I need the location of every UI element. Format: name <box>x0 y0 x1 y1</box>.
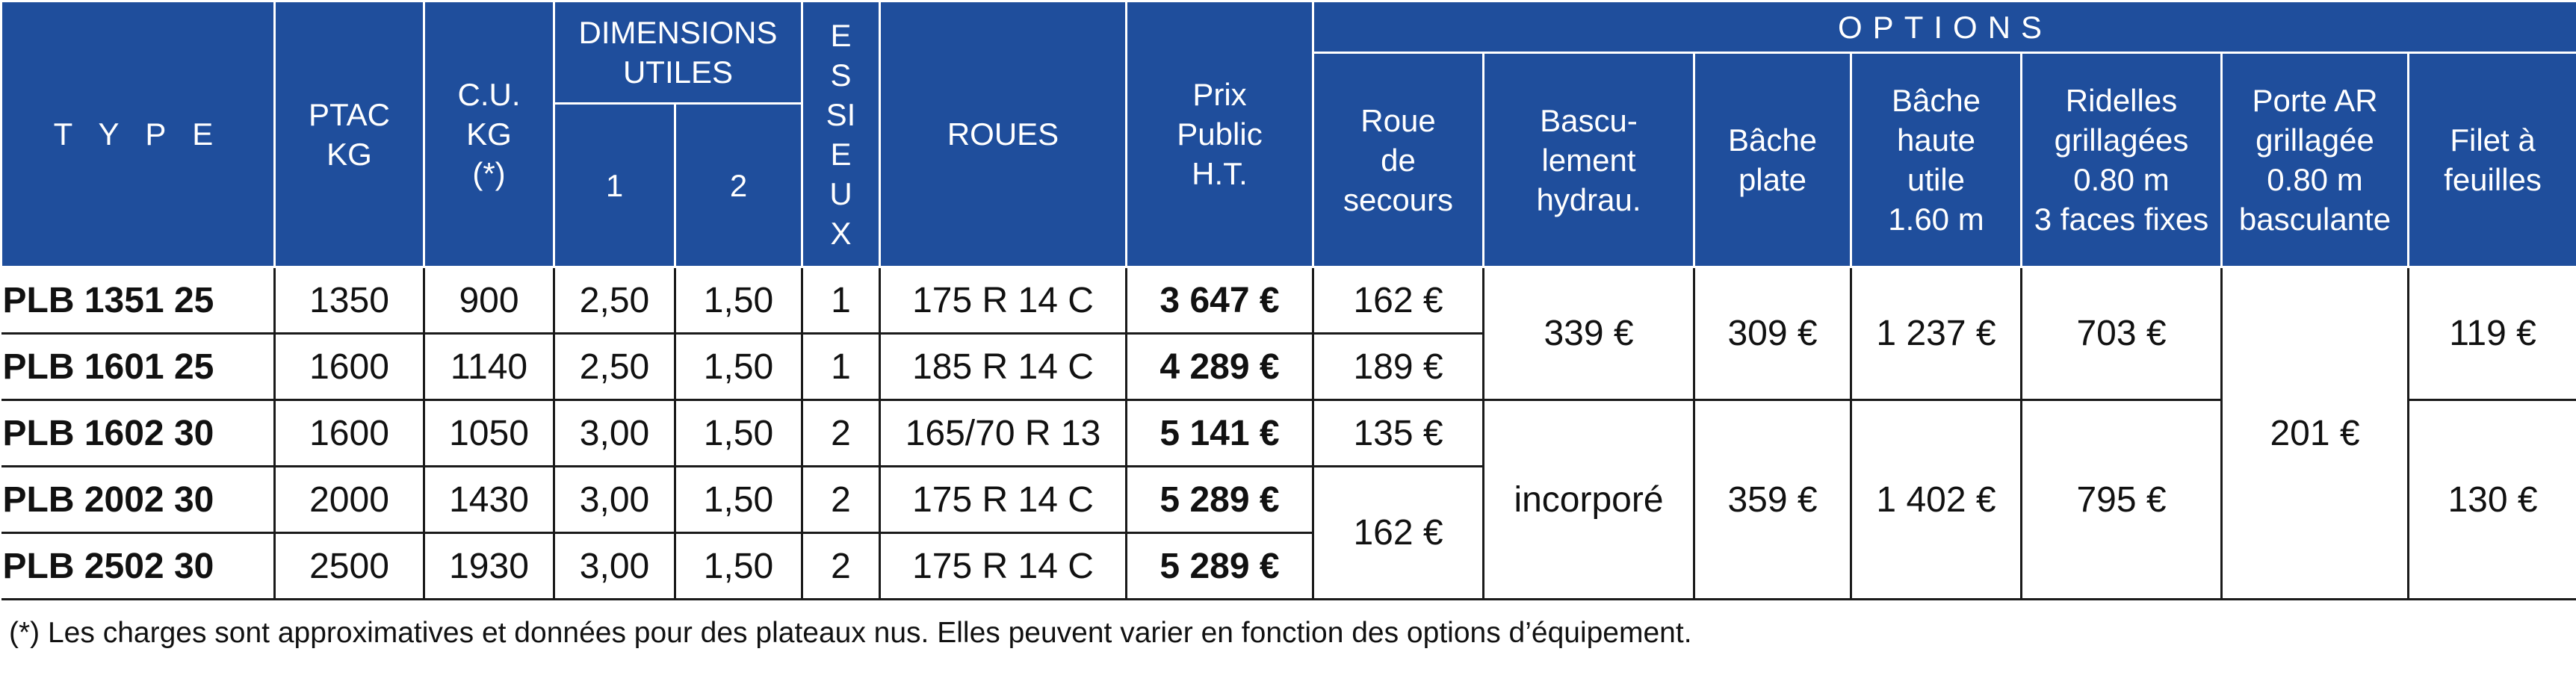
cell-filet: 130 € <box>2409 400 2576 600</box>
cell-roue-secours: 135 € <box>1313 400 1484 467</box>
header-bache-plate <box>1694 53 1851 267</box>
cell-roues: 185 R 14 C <box>880 334 1127 400</box>
header-roue-secours <box>1313 53 1484 267</box>
header-dimensions <box>554 1 802 104</box>
cell-prix: 5 141 € <box>1127 400 1313 467</box>
cell-roues: 175 R 14 C <box>880 533 1127 600</box>
cell-bache-haute: 1 237 € <box>1851 267 2022 400</box>
cell-dim1: 3,00 <box>554 400 675 467</box>
cell-ridelles: 795 € <box>2022 400 2222 600</box>
cell-cu: 1050 <box>424 400 554 467</box>
header-filet-label: Filet à feuilles <box>2444 122 2542 197</box>
header-bache-haute <box>1851 53 2022 267</box>
cell-roues: 165/70 R 13 <box>880 400 1127 467</box>
cell-bache-plate: 359 € <box>1694 400 1851 600</box>
header-porte-ar-label: Porte AR grillagée 0.80 m basculante <box>2238 83 2391 237</box>
header-roues: ROUES <box>880 1 1127 267</box>
header-filet <box>2409 53 2576 267</box>
cell-cu: 1430 <box>424 467 554 533</box>
cell-bache-plate: 309 € <box>1694 267 1851 400</box>
header-basculement <box>1484 53 1694 267</box>
header-essieux-label: ESSIEUX <box>826 17 856 251</box>
cell-essieux: 2 <box>802 400 880 467</box>
cell-dim1: 2,50 <box>554 334 675 400</box>
cell-ridelles: 703 € <box>2022 267 2222 400</box>
cell-roue-secours: 162 € <box>1313 467 1484 600</box>
cell-bache-haute: 1 402 € <box>1851 400 2022 600</box>
cell-dim1: 2,50 <box>554 267 675 334</box>
table-row <box>1 400 2576 467</box>
cell-cu: 900 <box>424 267 554 334</box>
table-row <box>1 267 2576 334</box>
header-type: T Y P E <box>1 1 275 267</box>
cell-type: PLB 1351 25 <box>1 267 275 334</box>
cell-essieux: 1 <box>802 334 880 400</box>
cell-roues: 175 R 14 C <box>880 467 1127 533</box>
cell-prix: 4 289 € <box>1127 334 1313 400</box>
cell-porte-ar: 201 € <box>2222 267 2409 600</box>
header-dimensions-label: DIMENSIONS UTILES <box>578 15 778 90</box>
cell-dim1: 3,00 <box>554 467 675 533</box>
header-dim-2: 2 <box>675 104 802 267</box>
header-dim-1: 1 <box>554 104 675 267</box>
header-ptac-label: PTAC KG <box>309 96 390 172</box>
cell-ptac: 2000 <box>275 467 424 533</box>
cell-filet: 119 € <box>2409 267 2576 400</box>
cell-dim2: 1,50 <box>675 334 802 400</box>
header-ptac <box>275 1 424 267</box>
cell-type: PLB 1601 25 <box>1 334 275 400</box>
header-ridelles <box>2022 53 2222 267</box>
cell-ptac: 1350 <box>275 267 424 334</box>
cell-cu: 1930 <box>424 533 554 600</box>
cell-dim1: 3,00 <box>554 533 675 600</box>
cell-dim2: 1,50 <box>675 467 802 533</box>
cell-type: PLB 2002 30 <box>1 467 275 533</box>
cell-prix: 5 289 € <box>1127 467 1313 533</box>
header-bache-haute-label: Bâche haute utile 1.60 m <box>1888 83 1984 237</box>
cell-ptac: 1600 <box>275 400 424 467</box>
cell-prix: 5 289 € <box>1127 533 1313 600</box>
header-prix-label: Prix Public H.T. <box>1177 77 1263 191</box>
cell-type: PLB 2502 30 <box>1 533 275 600</box>
header-options: OPTIONS <box>1313 1 2576 53</box>
header-cu-label: C.U. KG (*) <box>457 77 521 191</box>
header-porte-ar <box>2222 53 2409 267</box>
cell-dim2: 1,50 <box>675 533 802 600</box>
cell-roue-secours: 189 € <box>1313 334 1484 400</box>
header-ridelles-label: Ridelles grillagées 0.80 m 3 faces fixes <box>2034 83 2209 237</box>
cell-ptac: 2500 <box>275 533 424 600</box>
cell-type: PLB 1602 30 <box>1 400 275 467</box>
header-bache-plate-label: Bâche plate <box>1727 122 1818 197</box>
cell-essieux: 1 <box>802 267 880 334</box>
cell-essieux: 2 <box>802 533 880 600</box>
cell-cu: 1140 <box>424 334 554 400</box>
cell-prix: 3 647 € <box>1127 267 1313 334</box>
cell-dim2: 1,50 <box>675 267 802 334</box>
header-row-1 <box>1 1 2576 53</box>
cell-dim2: 1,50 <box>675 400 802 467</box>
cell-basculement: 339 € <box>1484 267 1694 400</box>
header-basculement-label: Bascu- lement hydrau. <box>1536 102 1641 217</box>
header-prix <box>1127 1 1313 267</box>
header-essieux <box>802 1 880 267</box>
header-cu <box>424 1 554 267</box>
footnote: (*) Les charges sont approximatives et données pour des plateaux nus. Elles peuvent varier en fonction des options d’équipement. <box>9 617 1692 649</box>
cell-roues: 175 R 14 C <box>880 267 1127 334</box>
cell-basculement: incorporé <box>1484 400 1694 600</box>
cell-essieux: 2 <box>802 467 880 533</box>
cell-ptac: 1600 <box>275 334 424 400</box>
cell-roue-secours: 162 € <box>1313 267 1484 334</box>
header-roue-secours-label: Roue de secours <box>1343 102 1454 217</box>
